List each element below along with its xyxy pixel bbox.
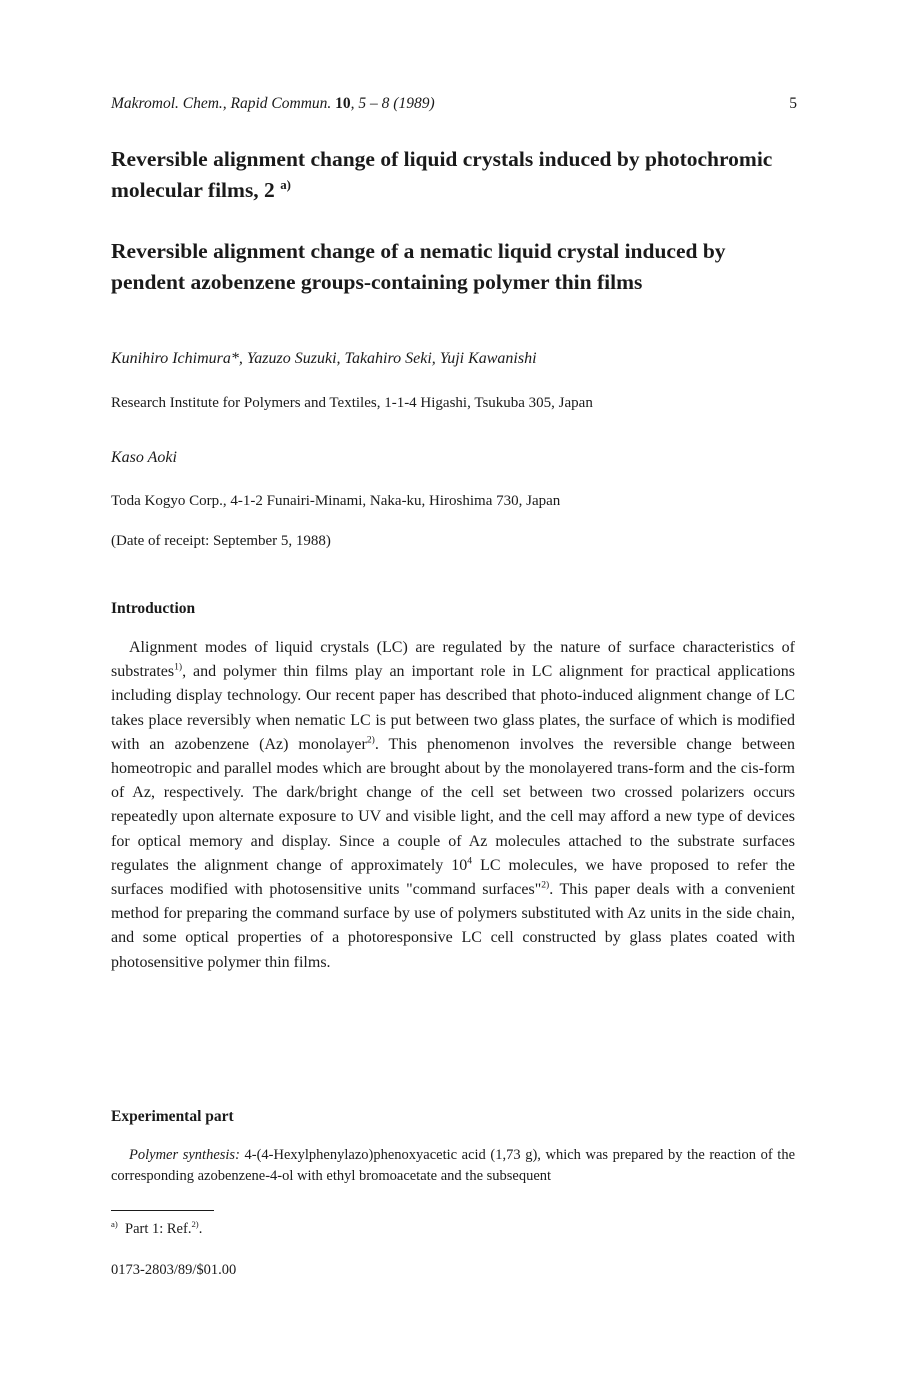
journal-volume: 10 — [335, 95, 351, 112]
footnote-divider — [111, 1210, 214, 1211]
paper-title: Reversible alignment change of a nematic liquid crystal induced by pendent azobenzene groups-containing polymer thin films — [111, 239, 726, 294]
exponent: 4 — [467, 855, 473, 867]
subsection-lead: Polymer synthesis: — [129, 1147, 240, 1163]
series-title — [111, 144, 791, 206]
footnote-end: . — [198, 1221, 203, 1237]
intro-text-3: . This phenomenon involves the reversible change between homeotropic and parallel modes which are brought about by the monolayered trans-form and the cis-form of Az, respectively. The dark/bright change of the cell set between two crossed polarizers occurs repeatedly upon alternate exposure to UV and visible light, and the cell may afford a new type of devices for optical memory and display. Since a couple of Az molecules attached to the substrate surfaces regulates the alignment change of approximately 10 — [111, 735, 796, 874]
author-list-1: Kunihiro Ichimura*, Yazuzo Suzuki, Takahiro Seki, Yuji Kawanishi — [111, 350, 537, 367]
date-of-receipt: (Date of receipt: September 5, 1988) — [111, 533, 331, 549]
journal-pages-year: , 5 – 8 (1989) — [350, 95, 435, 112]
footnote — [111, 1221, 202, 1238]
introduction-heading: Introduction — [111, 600, 196, 617]
footnote-mark: a) — [111, 1219, 118, 1230]
journal-name: Makromol. Chem., Rapid Commun. — [111, 95, 332, 112]
intro-text-2: , and polymer thin films play an important role in LC alignment for practical applications including display technology. Our recent paper has described that photo-induced alignment change of LC takes place reversibly when nematic LC is put between two glass plates, the surface of which is modified with an azobenzene (Az) monolayer — [111, 663, 795, 753]
reference-mark: 2) — [541, 879, 550, 891]
reference-mark: 2) — [191, 1219, 199, 1230]
author-list-2: Kaso Aoki — [111, 449, 177, 466]
affiliation-1: Research Institute for Polymers and Textiles, 1-1-4 Higashi, Tsukuba 305, Japan — [111, 395, 593, 411]
intro-text-5: . This paper deals with a convenient method for preparing the command surface by use of polymers substituted with Az units in the side chain, and some optical properties of a photoresponsive LC cell constructed by glass plates coated with photosensitive polymer thin films. — [111, 881, 795, 971]
intro-text-1: Alignment modes of liquid crystals (LC) are regulated by the nature of surface characteristics of substrates — [111, 639, 795, 681]
experimental-heading: Experimental part — [111, 1108, 234, 1125]
reference-mark: 1) — [174, 661, 183, 673]
footnote-text: Part 1: Ref. — [125, 1221, 192, 1237]
running-header — [111, 95, 797, 119]
experimental-text: 4-(4-Hexylphenylazo)phenoxyacetic acid (1,73 g), which was prepared by the reaction of the corresponding azobenzene-4-ol with ethyl bromoacetate and the subsequent — [111, 1147, 796, 1184]
reference-mark: 2) — [366, 734, 375, 746]
series-title-text: Reversible alignment change of liquid crystals induced by photochromic molecular films, 2 — [111, 147, 773, 202]
page-number: 5 — [789, 95, 797, 112]
copyright-code: 0173-2803/89/$01.00 — [111, 1262, 237, 1278]
introduction-paragraph — [111, 636, 795, 975]
intro-text-4: LC molecules, we have proposed to refer the surfaces modified with photosensitive units "command surfaces" — [111, 856, 796, 899]
experimental-paragraph — [111, 1145, 795, 1186]
affiliation-2: Toda Kogyo Corp., 4-1-2 Funairi-Minami, Naka-ku, Hiroshima 730, Japan — [111, 493, 561, 509]
series-title-footnote-mark: a) — [280, 177, 291, 192]
